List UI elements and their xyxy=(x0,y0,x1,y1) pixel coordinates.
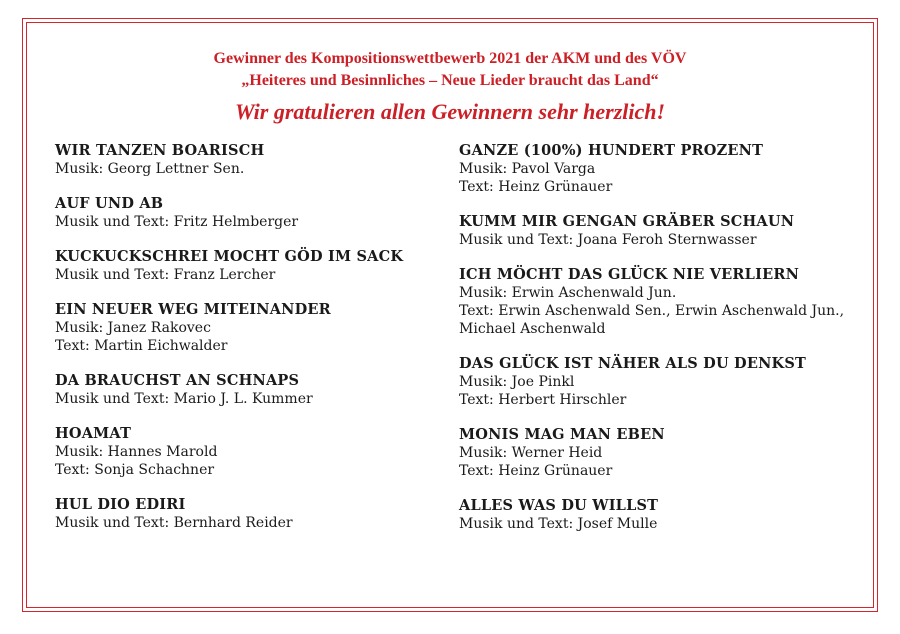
song-entry xyxy=(55,142,435,178)
song-title: ICH MÖCHT DAS GLÜCK NIE VERLIERN xyxy=(459,266,800,283)
song-title: DA BRAUCHST AN SCHNAPS xyxy=(55,372,300,389)
song-title: HUL DIO EDIRI xyxy=(55,496,186,513)
song-credit-line: Musik und Text: Mario J. L. Kummer xyxy=(55,391,313,407)
song-entry xyxy=(55,496,435,532)
song-credit-line: Text: Heinz Grünauer xyxy=(459,179,613,195)
song-title: GANZE (100%) HUNDERT PROZENT xyxy=(459,142,764,159)
song-entry xyxy=(55,195,435,231)
song-credit-line: Text: Herbert Hirschler xyxy=(459,392,627,408)
song-title: EIN NEUER WEG MITEINANDER xyxy=(55,301,331,318)
song-title: KUMM MIR GENGAN GRÄBER SCHAUN xyxy=(459,213,795,230)
song-credit-line: Musik: Joe Pinkl xyxy=(459,374,575,390)
song-entry xyxy=(55,248,435,284)
song-credit-line: Text: Erwin Aschenwald Sen., Erwin Aschenwald Jun., xyxy=(459,303,845,319)
song-credit-line: Musik: Hannes Marold xyxy=(55,444,218,460)
song-entry xyxy=(459,426,879,480)
song-credit-line: Musik und Text: Joana Feroh Sternwasser xyxy=(459,232,757,248)
song-credit-line: Musik: Janez Rakovec xyxy=(55,320,211,336)
song-credit-line: Text: Heinz Grünauer xyxy=(459,463,613,479)
song-entry xyxy=(459,355,879,409)
song-entry xyxy=(459,266,879,338)
song-credit-line: Musik und Text: Bernhard Reider xyxy=(55,515,293,531)
header xyxy=(0,48,900,126)
song-entry xyxy=(55,372,435,408)
song-credit-line: Musik und Text: Josef Mulle xyxy=(459,516,658,532)
song-credit-line: Musik: Pavol Varga xyxy=(459,161,596,177)
congratulations-text: Wir gratulieren allen Gewinnern sehr herzlich! xyxy=(234,99,666,124)
song-title: DAS GLÜCK IST NÄHER ALS DU DENKST xyxy=(459,355,806,372)
song-title: AUF UND AB xyxy=(55,195,164,212)
song-credit-line: Text: Sonja Schachner xyxy=(55,462,215,478)
song-entry xyxy=(459,497,879,533)
song-entry xyxy=(55,425,435,479)
song-entry xyxy=(459,213,879,249)
song-credit-line: Musik: Georg Lettner Sen. xyxy=(55,161,245,177)
header-title-line-1: Gewinner des Kompositionswettbewerb 2021 der AKM und des VÖV xyxy=(213,50,687,67)
song-credit-line: Musik: Werner Heid xyxy=(459,445,603,461)
song-title: KUCKUCKSCHREI MOCHT GÖD IM SACK xyxy=(55,248,404,265)
song-credit-line: Text: Martin Eichwalder xyxy=(55,338,228,354)
song-credit-line: Michael Aschenwald xyxy=(459,321,606,337)
header-title-line-2: „Heiteres und Besinnliches – Neue Lieder braucht das Land“ xyxy=(241,72,659,89)
song-entry xyxy=(459,142,879,196)
song-title: MONIS MAG MAN EBEN xyxy=(459,426,665,443)
song-credit-line: Musik und Text: Fritz Helmberger xyxy=(55,214,299,230)
song-title: WIR TANZEN BOARISCH xyxy=(55,142,265,159)
song-credit-line: Musik: Erwin Aschenwald Jun. xyxy=(459,285,677,301)
song-title: HOAMAT xyxy=(55,425,132,442)
song-credit-line: Musik und Text: Franz Lercher xyxy=(55,267,276,283)
winners-right-column xyxy=(459,142,879,550)
song-title: ALLES WAS DU WILLST xyxy=(459,497,659,514)
winners-left-column xyxy=(55,142,435,549)
song-entry xyxy=(55,301,435,355)
